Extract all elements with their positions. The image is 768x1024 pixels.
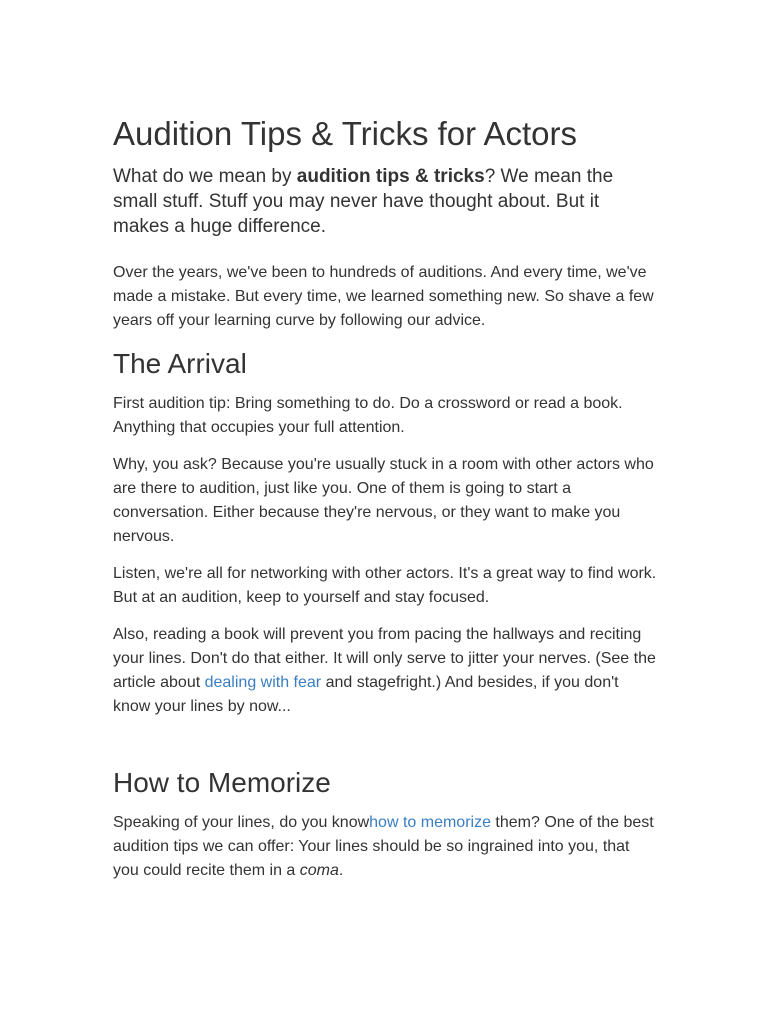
memorize-p1-text-end: . xyxy=(338,862,344,879)
arrival-paragraph-4 xyxy=(113,623,658,719)
arrival-paragraph-2: Why, you ask? Because you're usually stuck in a room with other actors who are there to audition, just like you. One of them is going to start a conversation. Either because they're nervous, or they want to make you nervous. xyxy=(113,456,654,545)
article xyxy=(113,112,658,896)
intro-paragraph: Over the years, we've been to hundreds of auditions. And every time, we've made a mistake. But every time, we learned something new. So shave a few years off your learning curve by following our advice. xyxy=(113,264,654,329)
arrival-paragraph-3: Listen, we're all for networking with other actors. It's a great way to find work. But at an audition, keep to yourself and stay focused. xyxy=(113,565,657,606)
lead-text-end: ? We mean the small stuff. Stuff you may never have thought about. But it makes a huge difference. xyxy=(113,166,614,237)
lead-text-start: What do we mean by xyxy=(113,166,297,187)
section-heading-arrival: The Arrival xyxy=(113,348,247,379)
lead-bold-phrase: audition tips & tricks xyxy=(296,166,485,187)
lead-paragraph xyxy=(113,164,658,239)
how-to-memorize-link[interactable]: how to memorize xyxy=(369,814,491,831)
arrival-paragraph-1: First audition tip: Bring something to do. Do a crossword or read a book. Anything that occupies your full attention. xyxy=(113,395,623,436)
arrival-p4-text-end: and stagefright.) And besides, if you don't know your lines by now... xyxy=(113,674,619,715)
section-heading-memorize: How to Memorize xyxy=(113,767,331,798)
page-title: Audition Tips & Tricks for Actors xyxy=(113,115,577,152)
arrival-p4-text-start: Also, reading a book will prevent you from pacing the hallways and reciting your lines. Don't do that either. It will only serve to jitter your nerves. (See the article about xyxy=(113,626,656,691)
memorize-p1-text-middle: them? One of the best audition tips we can offer: Your lines should be so ingrained into you, that you could recite them in a xyxy=(113,814,654,879)
coma-italic-word: coma xyxy=(299,862,339,879)
dealing-with-fear-link[interactable]: dealing with fear xyxy=(204,674,322,691)
memorize-p1-text-start: Speaking of your lines, do you know xyxy=(113,814,370,831)
memorize-paragraph-1 xyxy=(113,811,658,883)
